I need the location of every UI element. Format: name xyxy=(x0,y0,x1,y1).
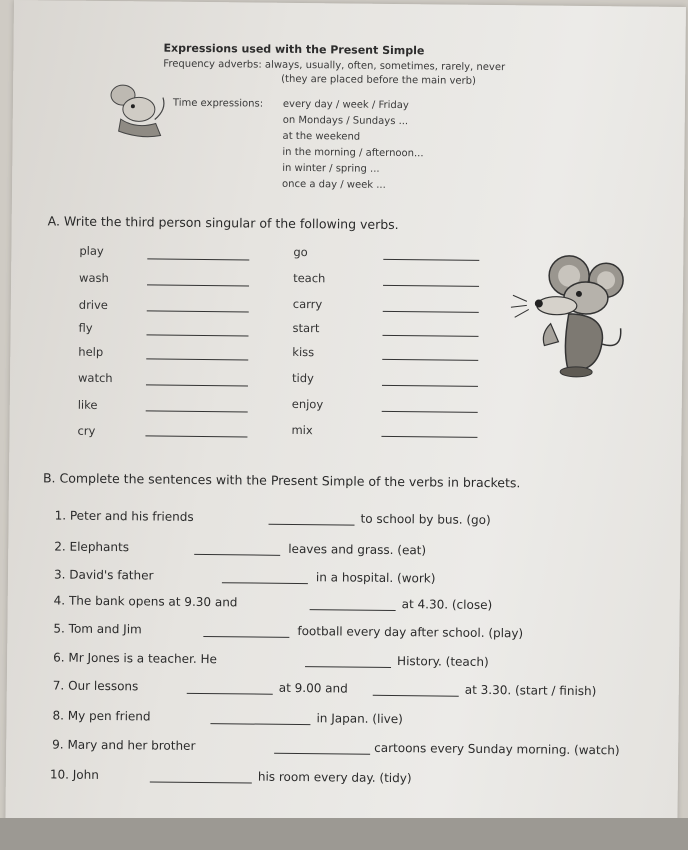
sentence-blank[interactable] xyxy=(203,636,289,638)
sentence-number: 6. xyxy=(53,650,65,665)
verb-carry: carry xyxy=(292,296,323,312)
sentence-middle: at 9.00 and xyxy=(278,680,348,696)
sentence-number: 7. xyxy=(52,678,65,693)
frequency-adverbs-line xyxy=(163,59,505,74)
sentence-5 xyxy=(53,621,142,636)
verb-watch: watch xyxy=(77,370,113,386)
sentence-8 xyxy=(52,708,150,723)
sentence-before: Mary and her brother xyxy=(67,737,196,753)
sentence-after: History. (teach) xyxy=(397,654,489,670)
time-line: once a day / week ... xyxy=(282,178,386,191)
answer-blank[interactable] xyxy=(382,359,478,361)
sentence-before: Mr Jones is a teacher. He xyxy=(68,650,217,667)
sentence-after: his room every day. (tidy) xyxy=(257,769,412,786)
sentence-blank[interactable] xyxy=(373,695,459,697)
verb-kiss: kiss xyxy=(292,344,315,360)
sentence-number: 3. xyxy=(53,567,66,582)
sentence-before: David's father xyxy=(69,567,154,583)
frequency-label: Frequency adverbs: xyxy=(163,58,262,71)
sentence-after: leaves and grass. (eat) xyxy=(288,541,427,558)
section-b-title: B. Complete the sentences with the Present Simple of the verbs in brackets. xyxy=(42,470,521,491)
answer-blank[interactable] xyxy=(382,411,478,413)
answer-blank[interactable] xyxy=(147,258,249,260)
answer-blank[interactable] xyxy=(383,259,479,261)
verb-like: like xyxy=(77,397,98,412)
time-line: at the weekend xyxy=(282,130,361,143)
sentence-before: The bank opens at 9.30 and xyxy=(68,593,238,610)
sentence-before: My pen friend xyxy=(67,708,151,724)
verb-cry: cry xyxy=(77,423,96,438)
mouse-illustration xyxy=(510,253,631,378)
sentence-6 xyxy=(53,650,217,666)
sentence-after: football every day after school. (play) xyxy=(297,624,524,641)
sentence-number: 8. xyxy=(52,708,65,723)
sentence-before: Elephants xyxy=(69,539,130,555)
time-line: in the morning / afternoon... xyxy=(282,146,424,160)
verb-mix: mix xyxy=(291,422,313,438)
verb-drive: drive xyxy=(78,297,108,312)
frequency-values: always, usually, often, sometimes, rarely, never xyxy=(264,59,506,74)
answer-blank[interactable] xyxy=(383,311,479,313)
verb-fly: fly xyxy=(78,320,93,335)
sentence-blank[interactable] xyxy=(274,753,370,755)
answer-blank[interactable] xyxy=(383,285,479,287)
sentence-number: 4. xyxy=(53,593,66,608)
sentence-blank[interactable] xyxy=(187,693,273,695)
sentence-1 xyxy=(55,508,194,523)
sentence-blank[interactable] xyxy=(269,524,355,526)
sentence-before: John xyxy=(72,767,99,782)
sentence-blank[interactable] xyxy=(222,582,308,584)
sentence-after: in Japan. (live) xyxy=(316,711,403,727)
answer-blank[interactable] xyxy=(146,358,248,360)
sentence-after: at 4.30. (close) xyxy=(401,597,493,613)
time-line: in winter / spring ... xyxy=(282,162,380,175)
worksheet-page xyxy=(5,0,686,832)
frequency-note: (they are placed before the main verb) xyxy=(281,73,476,87)
answer-blank[interactable] xyxy=(147,284,249,286)
sentence-blank[interactable] xyxy=(310,609,396,611)
sentence-before: Our lessons xyxy=(68,678,139,694)
box-title: Expressions used with the Present Simple xyxy=(163,41,425,58)
sentence-before: Tom and Jim xyxy=(68,621,142,637)
table-surface xyxy=(0,818,688,850)
verb-play: play xyxy=(79,243,104,258)
verb-wash: wash xyxy=(79,270,109,286)
sentence-number: 9. xyxy=(52,737,64,752)
sentence-after: in a hospital. (work) xyxy=(315,570,436,586)
verb-enjoy: enjoy xyxy=(291,396,324,412)
sentence-4 xyxy=(54,593,238,609)
time-line: on Mondays / Sundays ... xyxy=(282,114,409,128)
answer-blank[interactable] xyxy=(383,335,479,337)
sentence-number: 10. xyxy=(49,767,70,782)
sentence-blank[interactable] xyxy=(194,554,280,556)
sentence-blank[interactable] xyxy=(150,781,252,783)
verb-tidy: tidy xyxy=(291,370,314,386)
sentence-number: 2. xyxy=(54,539,66,554)
time-expressions-label: Time expressions: xyxy=(172,97,264,110)
sentence-after: to school by bus. (go) xyxy=(360,511,491,528)
sentence-9 xyxy=(52,737,195,752)
sentence-number: 1. xyxy=(54,508,67,523)
verb-start: start xyxy=(292,320,320,336)
answer-blank[interactable] xyxy=(147,310,249,312)
answer-blank[interactable] xyxy=(145,435,247,437)
verb-help: help xyxy=(78,344,104,359)
sentence-2 xyxy=(54,539,129,554)
sentence-7 xyxy=(53,678,139,693)
sentence-blank[interactable] xyxy=(305,666,391,668)
sentence-after: cartoons every Sunday morning. (watch) xyxy=(374,740,620,758)
verb-teach: teach xyxy=(293,270,326,286)
verb-go: go xyxy=(293,244,308,260)
sentence-after: at 3.30. (start / finish) xyxy=(464,682,597,699)
answer-blank[interactable] xyxy=(146,334,248,336)
sentence-10 xyxy=(50,767,99,782)
answer-blank[interactable] xyxy=(146,410,248,412)
sentence-blank[interactable] xyxy=(210,723,310,725)
time-line: every day / week / Friday xyxy=(282,98,409,112)
answer-blank[interactable] xyxy=(381,436,477,438)
answer-blank[interactable] xyxy=(382,385,478,387)
sentence-3 xyxy=(54,567,154,582)
answer-blank[interactable] xyxy=(146,384,248,386)
sentence-before: Peter and his friends xyxy=(69,508,194,524)
section-a-title: A. Write the third person singular of the following verbs. xyxy=(47,213,399,233)
sentence-number: 5. xyxy=(53,621,65,636)
small-mouse-illustration xyxy=(101,79,172,142)
